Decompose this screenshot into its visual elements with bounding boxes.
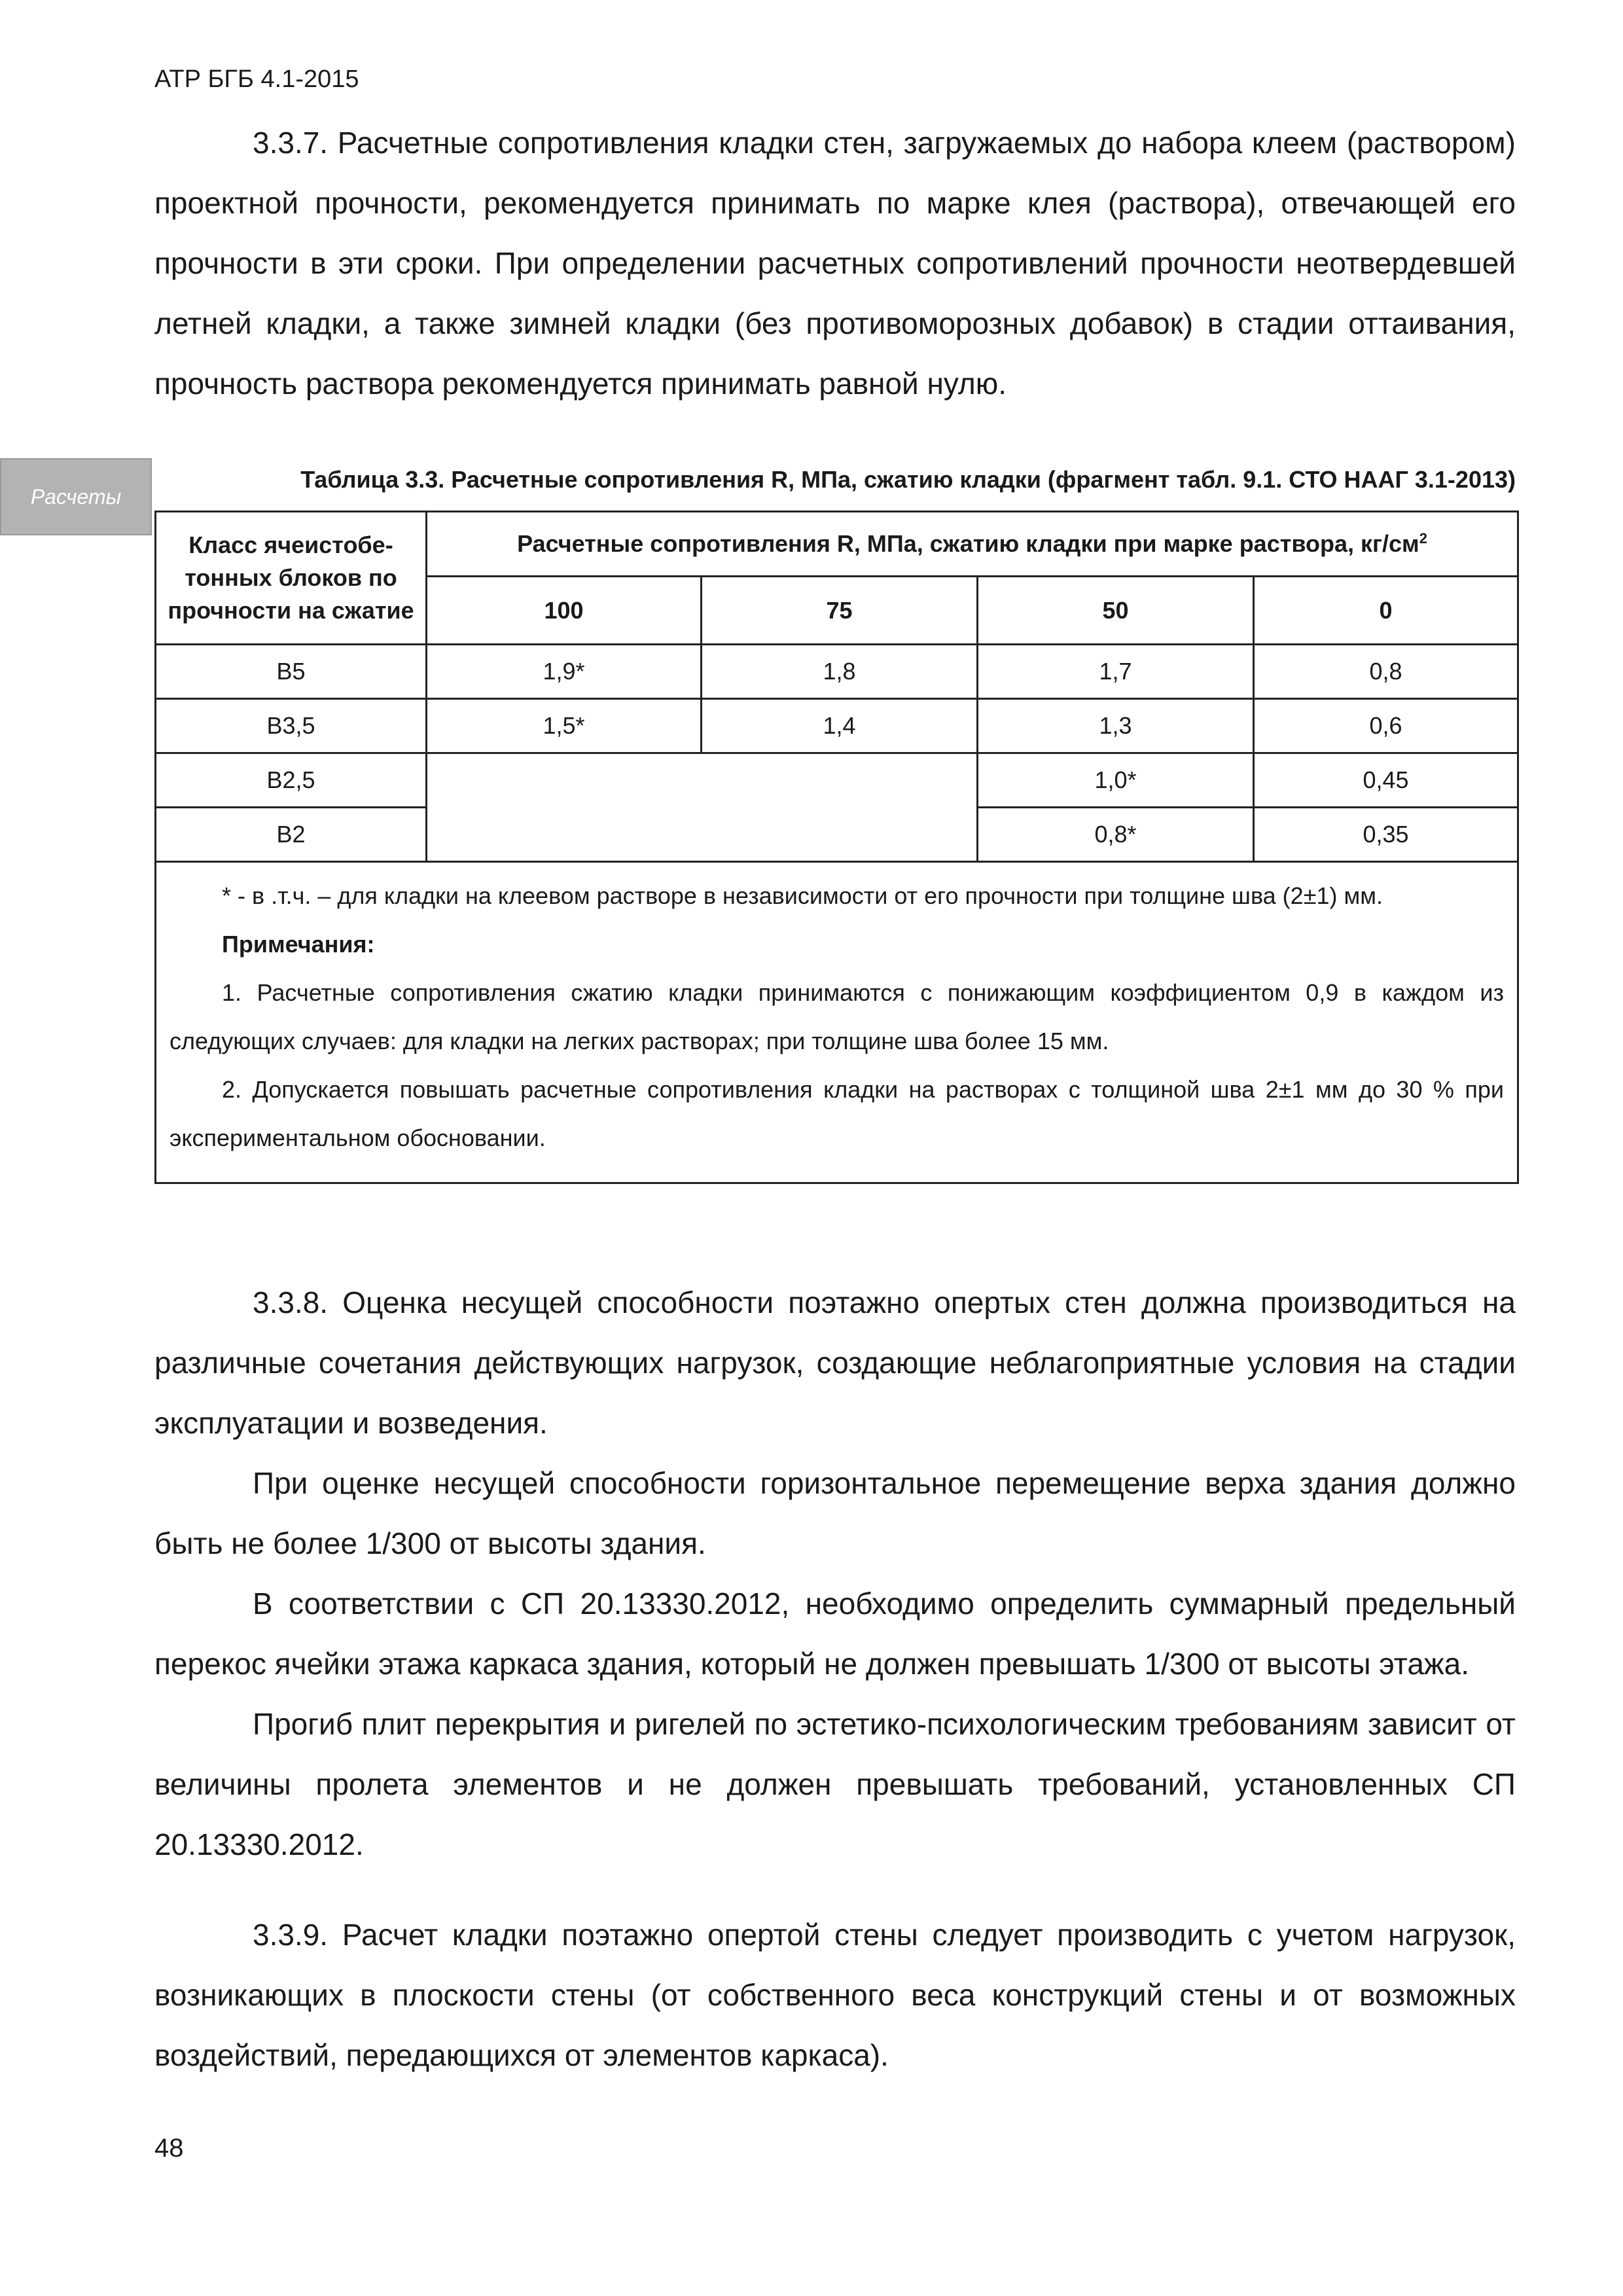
page-number: 48 bbox=[154, 2134, 184, 2162]
cell-value: 1,8 bbox=[702, 645, 978, 699]
cell-value: 0,35 bbox=[1254, 808, 1518, 862]
resistance-header-text: Расчетные сопротивления R, МПа, сжатию кладки при марке раствора, кг/см bbox=[517, 530, 1419, 558]
table-row bbox=[156, 753, 1518, 808]
notes-title: Примечания: bbox=[222, 931, 375, 958]
cell-value: 0,45 bbox=[1254, 753, 1518, 808]
cell-value: 0,8* bbox=[978, 808, 1254, 862]
cell-value: 1,3 bbox=[978, 699, 1254, 753]
cell-value: 0,8 bbox=[1254, 645, 1518, 699]
table-row bbox=[156, 645, 1518, 699]
cell-class: В2,5 bbox=[156, 753, 427, 808]
cell-value: 1,4 bbox=[702, 699, 978, 753]
paragraph-skew: В соответствии с СП 20.13330.2012, необходимо определить суммарный предельный перекос ячейки этажа каркаса здания, который не должен превышать 1/300 от высоты этажа. bbox=[154, 1587, 1516, 1681]
empty-merged-cell bbox=[427, 753, 978, 862]
table-row bbox=[156, 699, 1518, 753]
table-notes bbox=[156, 862, 1518, 1183]
column-header-resistance bbox=[427, 512, 1518, 577]
note-1: 1. Расчетные сопротивления сжатию кладки принимаются с понижающим коэффициентом 0,9 в каждом из следующих случаев: для кладки на легких растворах; при толщине шва более 15 мм. bbox=[169, 979, 1504, 1054]
cell-class: В5 bbox=[156, 645, 427, 699]
table-footnote: * - в .т.ч. – для кладки на клеевом растворе в независимости от его прочности при толщине шва (2±1) мм. bbox=[222, 882, 1383, 909]
cell-value: 1,0* bbox=[978, 753, 1254, 808]
cell-class: В3,5 bbox=[156, 699, 427, 753]
table-caption: Таблица 3.3. Расчетные сопротивления R, МПа, сжатию кладки (фрагмент табл. 9.1. СТО НААГ 3.1-2013) bbox=[300, 466, 1516, 493]
unit-superscript: 2 bbox=[1419, 530, 1427, 547]
cell-value: 0,6 bbox=[1254, 699, 1518, 753]
cell-value: 1,7 bbox=[978, 645, 1254, 699]
document-code: АТР БГБ 4.1-2015 bbox=[154, 65, 359, 93]
paragraph-3-3-8: 3.3.8. Оценка несущей способности поэтажно опертых стен должна производиться на различные сочетания действующих нагрузок, создающие неблагоприятные условия на стадии эксплуатации и возведения. bbox=[154, 1285, 1516, 1440]
side-tab-label: Расчеты bbox=[30, 484, 122, 509]
paragraph-3-3-7: 3.3.7. Расчетные сопротивления кладки стен, загружаемых до набора клеем (раствором) проектной прочности, рекомендуется принимать по марке клея (раствора), отвечающей его прочности в эти сроки. При определении расчетных сопротивлений прочности неотвердевшей летней кладки, а также зимней кладки (без противоморозных добавок) в стадии оттаивания, прочность раствора рекомендуется принимать равной нулю. bbox=[154, 126, 1516, 401]
cell-class: В2 bbox=[156, 808, 427, 862]
cell-value: 1,5* bbox=[427, 699, 702, 753]
grade-header-0: 0 bbox=[1254, 577, 1518, 645]
paragraph-deflection: Прогиб плит перекрытия и ригелей по эстетико-психологическим требованиям зависит от величины пролета элементов и не должен превышать требований, установленных СП 20.13330.2012. bbox=[154, 1707, 1516, 1861]
cell-value: 1,9* bbox=[427, 645, 702, 699]
note-2: 2. Допускается повышать расчетные сопротивления кладки на растворах с толщиной шва 2±1 мм до 30 % при экспериментальном обосновании. bbox=[169, 1076, 1504, 1151]
section-side-tab bbox=[0, 458, 152, 535]
paragraph-3-3-9: 3.3.9. Расчет кладки поэтажно опертой стены следует производить с учетом нагрузок, возникающих в плоскости стены (от собственного веса конструкций стены и от возможных воздействий, передающихся от элементов каркаса). bbox=[154, 1918, 1516, 2072]
grade-header-100: 100 bbox=[427, 577, 702, 645]
grade-header-75: 75 bbox=[702, 577, 978, 645]
grade-header-50: 50 bbox=[978, 577, 1254, 645]
resistance-table bbox=[154, 511, 1519, 1184]
paragraph-displacement: При оценке несущей способности горизонтальное перемещение верха здания должно быть не более 1/300 от высоты здания. bbox=[154, 1466, 1516, 1560]
column-header-block-class: Класс ячеистобе-тонных блоков по прочности на сжатие bbox=[156, 512, 427, 645]
